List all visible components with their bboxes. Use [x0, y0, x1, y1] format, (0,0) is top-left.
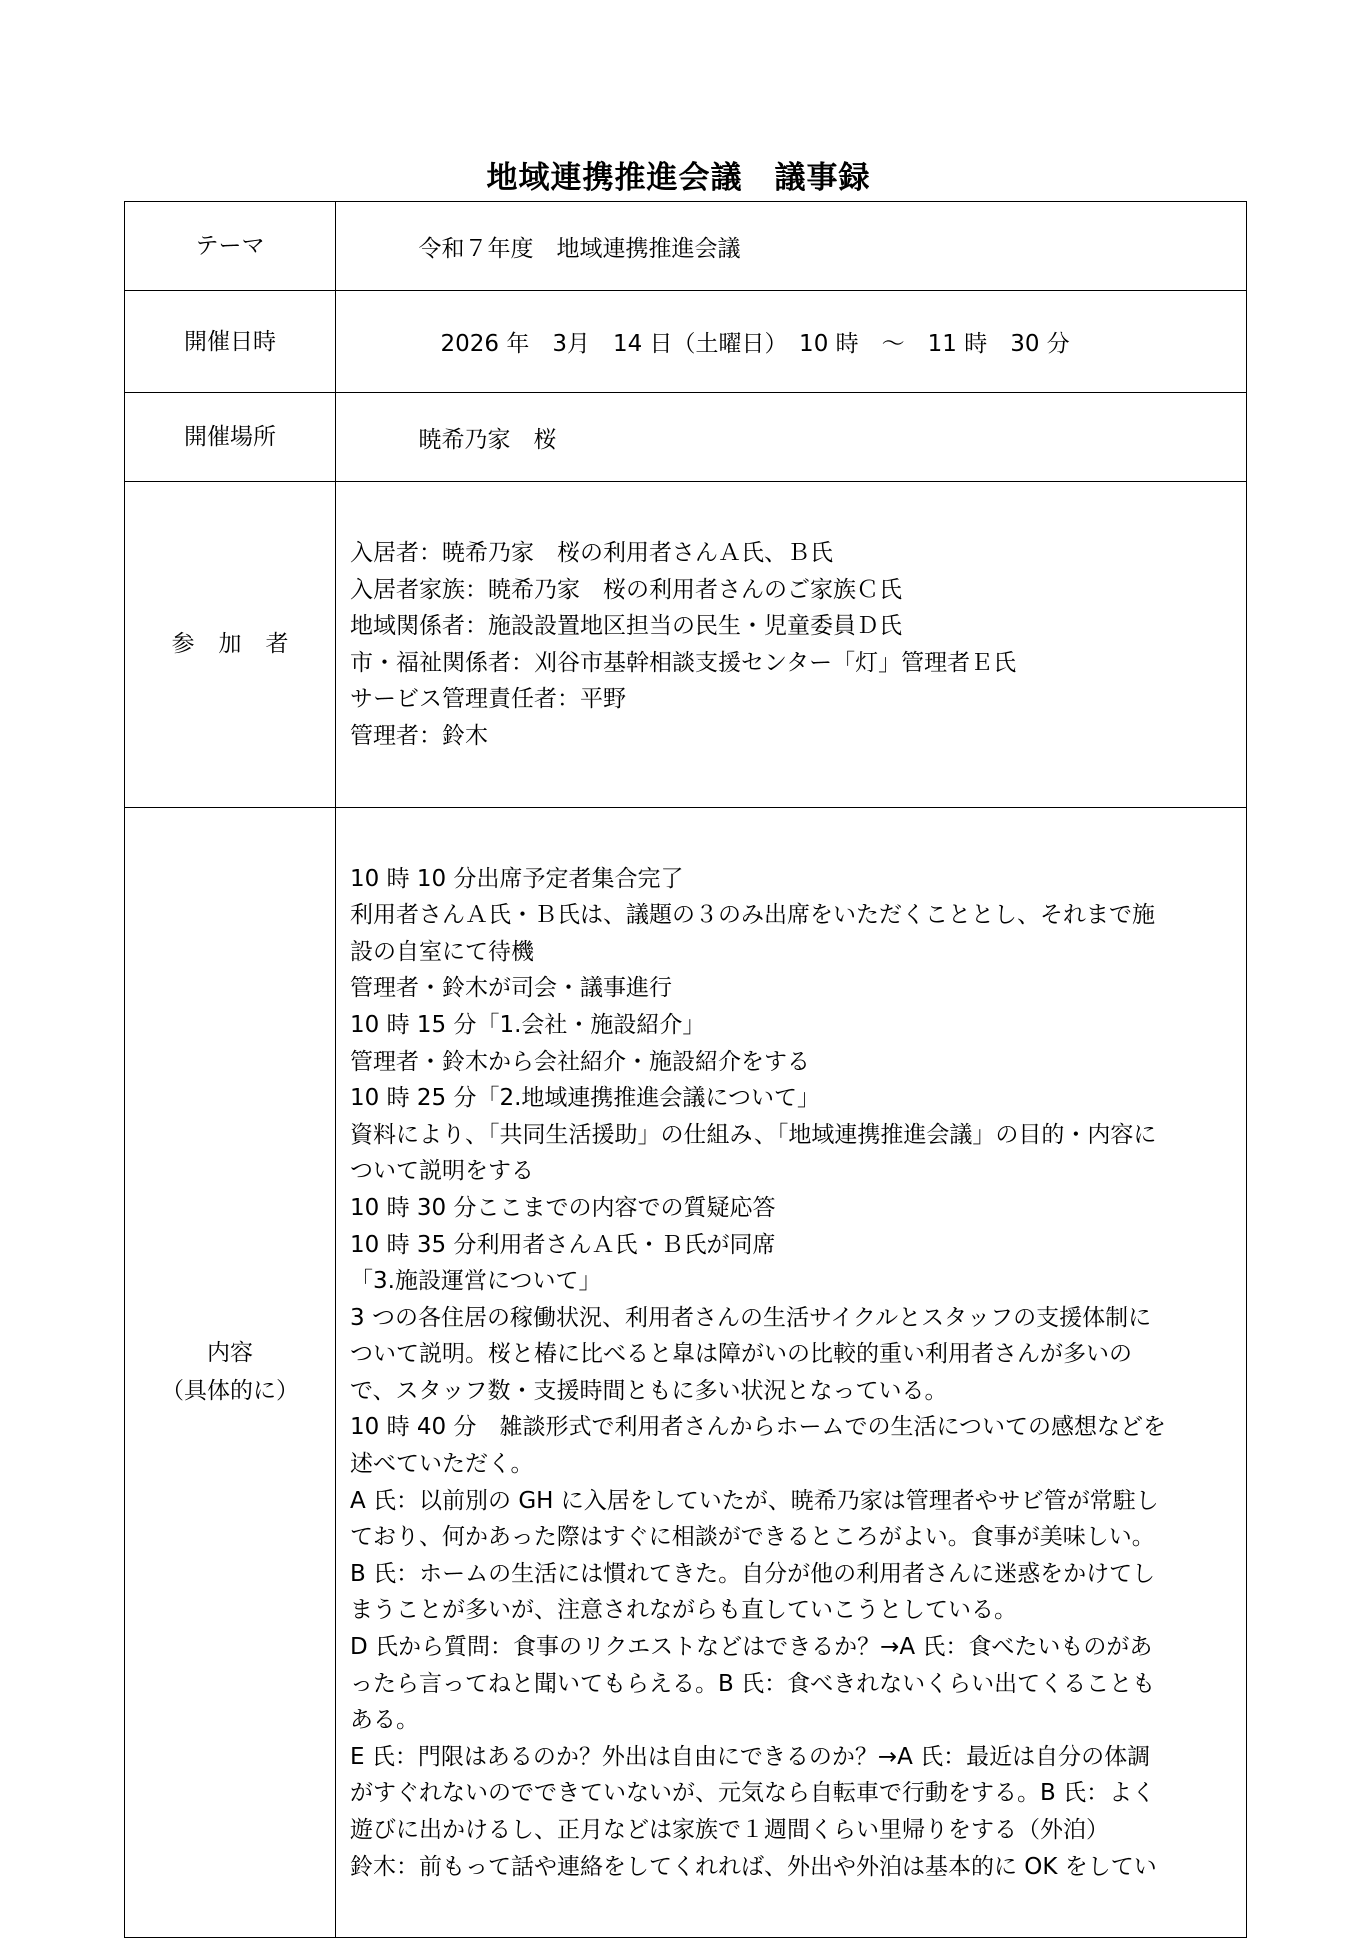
content-line: 遊びに出かけるし、正月などは家族で１週間くらい里帰りをする（外泊）	[350, 1817, 1109, 1843]
participant-line: 入居者家族：暁希乃家 桜の利用者さんのご家族Ｃ氏	[350, 576, 902, 603]
content-line: 10 時 30 分ここまでの内容での質疑応答	[350, 1194, 776, 1221]
content-body	[336, 860, 1246, 1886]
content-line: 「3.施設運営について」	[350, 1268, 602, 1295]
content-label-sub: （具体的に）	[161, 1378, 299, 1405]
content-line: 10 時 25 分「2.地域連携推進会議について」	[350, 1085, 820, 1112]
content-line: 利用者さんＡ氏・Ｂ氏は、議題の３のみ出席をいただくこととし、それまで施	[350, 902, 1155, 929]
content-line: E 氏：門限はあるのか？外出は自由にできるのか？→A 氏：最近は自分の体調	[350, 1743, 1151, 1770]
participants-label-cell	[125, 482, 336, 808]
content-line: ついて説明。桜と椿に比べると皐は障がいの比較的重い利用者さんが多いの	[350, 1341, 1132, 1368]
content-line: 10 時 40 分 雑談形式で利用者さんからホームでの生活についての感想などを	[350, 1414, 1167, 1441]
content-row	[125, 807, 1247, 1938]
content-line: まうことが多いが、注意されながらも直していこうとしている。	[350, 1597, 1017, 1624]
content-line: ったら言ってねと聞いてもらえる。B 氏：食べきれないくらい出てくることも	[350, 1670, 1156, 1697]
content-line: 鈴木：前もって話や連絡をしてくれれば、外出や外泊は基本的に OK をしてい	[350, 1853, 1157, 1880]
participants-label: 参加者	[171, 631, 313, 658]
content-line: 管理者・鈴木が司会・議事進行	[350, 975, 672, 1002]
date-label-cell	[125, 291, 336, 393]
content-line: ついて説明をする	[350, 1158, 534, 1185]
place-row	[125, 393, 1247, 482]
participant-line: サービス管理責任者：平野	[350, 686, 626, 713]
participant-line: 管理者：鈴木	[350, 722, 488, 749]
minutes-table	[124, 201, 1247, 1938]
content-line: 述べていただく。	[350, 1451, 534, 1478]
content-line: 10 時 10 分出席予定者集合完了	[350, 865, 684, 892]
content-value-cell	[336, 807, 1247, 1938]
content-label: 内容	[207, 1340, 253, 1367]
content-line: 10 時 35 分利用者さんＡ氏・Ｂ氏が同席	[350, 1231, 776, 1258]
theme-row	[125, 202, 1247, 291]
theme-value: 令和７年度 地域連携推進会議	[418, 235, 741, 262]
date-label: 開催日時	[184, 328, 276, 355]
content-line: 設の自室にて待機	[350, 938, 534, 965]
content-line: ある。	[350, 1707, 419, 1734]
participant-line: 市・福祉関係者：刈谷市基幹相談支援センター「灯」管理者Ｅ氏	[350, 649, 1017, 676]
participant-line: 入居者：暁希乃家 桜の利用者さんＡ氏、Ｂ氏	[350, 540, 833, 566]
content-line: D 氏から質問：食事のリクエストなどはできるか？→A 氏：食べたいものがあ	[350, 1634, 1153, 1661]
content-label-cell	[125, 807, 336, 1938]
participants-list	[336, 534, 1246, 755]
theme-label-cell	[125, 202, 336, 291]
theme-value-cell	[336, 202, 1247, 291]
content-line: がすぐれないのでできていないが、元気なら自転車で行動をする。B 氏：よく	[350, 1780, 1156, 1807]
date-value: 2026 年 3月 14 日（土曜日） 10 時 ～ 11 時 30 分	[440, 331, 1070, 357]
content-line: で、スタッフ数・支援時間ともに多い状況となっている。	[350, 1377, 948, 1404]
content-line: 3 つの各住居の稼働状況、利用者さんの生活サイクルとスタッフの支援体制に	[350, 1304, 1152, 1331]
date-row	[125, 291, 1247, 393]
participant-line: 地域関係者：施設設置地区担当の民生・児童委員Ｄ氏	[350, 613, 902, 640]
date-value-cell	[336, 291, 1247, 393]
theme-label: テーマ	[195, 233, 265, 259]
content-line: 管理者・鈴木から会社紹介・施設紹介をする	[350, 1048, 810, 1075]
participants-value-cell	[336, 482, 1247, 808]
place-label: 開催場所	[184, 424, 276, 450]
place-value-cell	[336, 393, 1247, 482]
place-value: 暁希乃家 桜	[418, 426, 557, 453]
place-label-cell	[125, 393, 336, 482]
participants-row	[125, 482, 1247, 808]
content-line: ており、何かあった際はすぐに相談ができるところがよい。食事が美味しい。	[350, 1524, 1155, 1551]
content-line: 資料により、「共同生活援助」の仕組み、「地域連携推進会議」の目的・内容に	[350, 1121, 1157, 1148]
page-title: 地域連携推進会議 議事録	[486, 160, 871, 196]
content-line: B 氏：ホームの生活には慣れてきた。自分が他の利用者さんに迷惑をかけてし	[350, 1560, 1156, 1587]
content-line: 10 時 15 分「1.会社・施設紹介」	[350, 1011, 706, 1038]
content-line: A 氏：以前別の GH に入居をしていたが、暁希乃家は管理者やサビ管が常駐し	[350, 1487, 1159, 1514]
